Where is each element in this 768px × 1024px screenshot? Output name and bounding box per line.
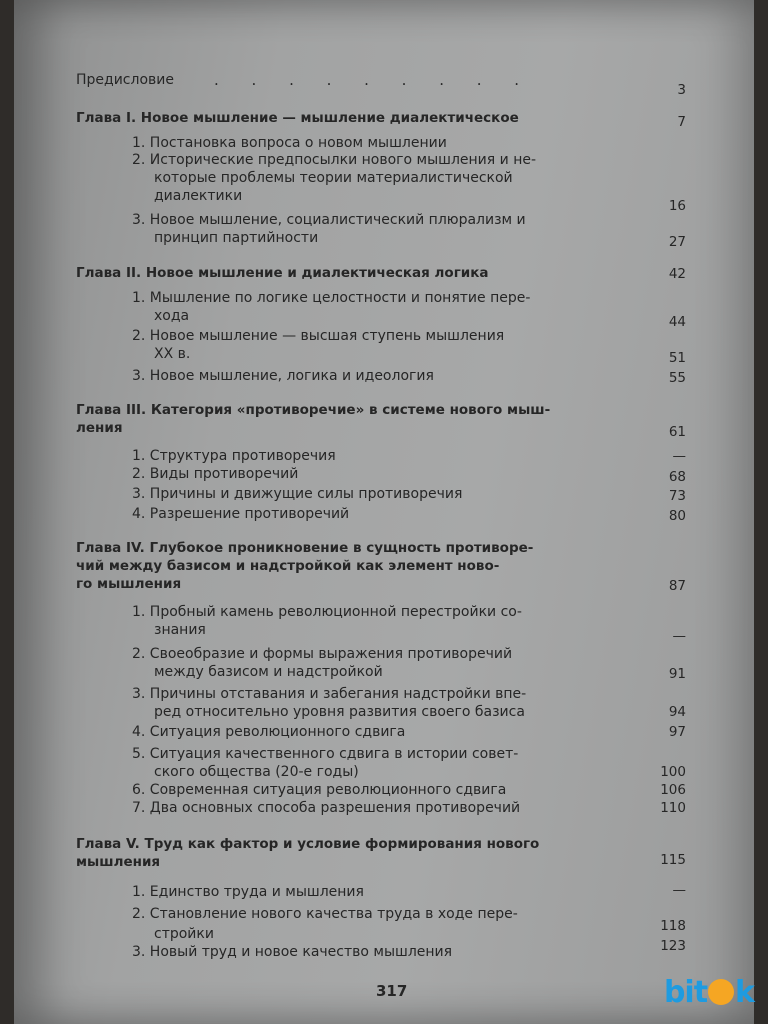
chapter-4-section-1-page: — <box>672 628 686 644</box>
chapter-4-page: 87 <box>668 578 686 594</box>
chapter-1-section-3-line-2: принцип партийности <box>154 230 319 246</box>
chapter-1-section-1: 1. Постановка вопроса о новом мышлении <box>132 135 447 151</box>
page-number: 317 <box>376 982 408 1000</box>
chapter-4-section-1-line-1: 1. Пробный камень революционной перестройки со- <box>132 604 522 620</box>
chapter-2-section-2-line-1: 2. Новое мышление — высшая ступень мышления <box>132 328 505 344</box>
hand-icon <box>708 979 734 1005</box>
chapter-4-section-1-line-2: знания <box>154 622 206 638</box>
chapter-2-section-3-page: 55 <box>668 370 686 386</box>
toc-preface-title: Предисловие <box>76 72 174 88</box>
chapter-5-section-1: 1. Единство труда и мышления <box>132 884 364 900</box>
chapter-4-section-5-line-2: ского общества (20-е годы) <box>154 764 359 780</box>
chapter-4-section-5-page: 100 <box>660 764 686 780</box>
chapter-2-section-1-page: 44 <box>668 314 686 330</box>
chapter-4-title-line-3: го мышления <box>76 576 182 592</box>
chapter-1-section-2-line-1: 2. Исторические предпосылки нового мышления и не- <box>132 152 537 168</box>
chapter-5-section-2-line-1: 2. Становление нового качества труда в ходе пере- <box>132 906 518 922</box>
chapter-1-page: 7 <box>677 114 686 130</box>
chapter-1-section-2-page: 16 <box>668 198 686 214</box>
chapter-4-section-6: 6. Современная ситуация революционного сдвига <box>132 782 507 798</box>
chapter-3-section-4: 4. Разрешение противоречий <box>132 506 350 522</box>
chapter-3-section-3-page: 73 <box>668 488 686 504</box>
chapter-5-section-3: 3. Новый труд и новое качество мышления <box>132 944 453 960</box>
chapter-4-section-3-page: 94 <box>668 704 686 720</box>
chapter-4-section-3-line-2: ред относительно уровня развития своего базиса <box>154 704 525 720</box>
chapter-5-section-2-line-2: стройки <box>154 926 214 942</box>
chapter-2-title: Глава II. Новое мышление и диалектическая логика <box>76 265 489 281</box>
chapter-3-section-1: 1. Структура противоречия <box>132 448 336 464</box>
chapter-5-title-line-1: Глава V. Труд как фактор и условие формирования нового <box>76 836 540 852</box>
chapter-4-section-2-page: 91 <box>668 666 686 682</box>
chapter-4-section-7: 7. Два основных способа разрешения противоречий <box>132 800 521 816</box>
chapter-2-section-3: 3. Новое мышление, логика и идеология <box>132 368 434 384</box>
chapter-3-section-1-page: — <box>672 448 686 464</box>
chapter-3-section-3: 3. Причины и движущие силы противоречия <box>132 486 463 502</box>
chapter-5-section-1-page: — <box>672 882 686 898</box>
chapter-4-section-4: 4. Ситуация революционного сдвига <box>132 724 406 740</box>
chapter-3-title-line-1: Глава III. Категория «противоречие» в системе нового мыш- <box>76 402 551 418</box>
chapter-1-title: Глава I. Новое мышление — мышление диалектическое <box>76 110 519 126</box>
chapter-4-section-3-line-1: 3. Причины отставания и забегания надстройки впе- <box>132 686 527 702</box>
chapter-4-section-5-line-1: 5. Ситуация качественного сдвига в истории совет- <box>132 746 519 762</box>
chapter-1-section-3-page: 27 <box>668 234 686 250</box>
chapter-3-section-2: 2. Виды противоречий <box>132 466 299 482</box>
chapter-2-section-1-line-1: 1. Мышление по логике целостности и понятие пере- <box>132 290 531 306</box>
toc-preface-page: 3 <box>677 82 686 98</box>
chapter-4-section-2-line-1: 2. Своеобразие и формы выражения противоречий <box>132 646 513 662</box>
watermark-text-left: bit <box>663 975 708 1010</box>
chapter-1-section-2-line-2: которые проблемы теории материалистической <box>154 170 513 186</box>
watermark-text-right: k <box>735 975 754 1010</box>
chapter-3-section-4-page: 80 <box>668 508 686 524</box>
chapter-3-page: 61 <box>668 424 686 440</box>
chapter-2-page: 42 <box>668 266 686 282</box>
chapter-4-title-line-1: Глава IV. Глубокое проникновение в сущность противоре- <box>76 540 534 556</box>
chapter-3-title-line-2: ления <box>76 420 123 436</box>
chapter-4-section-2-line-2: между базисом и надстройкой <box>154 664 383 680</box>
toc-leader: . . . . . . . . . <box>214 71 534 89</box>
chapter-5-section-3-page: 123 <box>660 938 686 954</box>
chapter-4-section-4-page: 97 <box>668 724 686 740</box>
chapter-4-title-line-2: чий между базисом и надстройкой как элемент ново- <box>76 558 500 574</box>
chapter-3-section-2-page: 68 <box>668 469 686 485</box>
chapter-5-title-line-2: мышления <box>76 854 161 870</box>
chapter-2-section-2-line-2: XX в. <box>154 346 191 362</box>
chapter-4-section-7-page: 110 <box>660 800 686 816</box>
chapter-4-section-6-page: 106 <box>660 782 686 798</box>
chapter-1-section-2-line-3: диалектики <box>154 188 243 204</box>
book-page <box>14 0 754 1024</box>
chapter-2-section-1-line-2: хода <box>154 308 190 324</box>
chapter-5-section-2-page: 118 <box>660 918 686 934</box>
chapter-5-page: 115 <box>660 852 686 868</box>
watermark-logo <box>664 975 754 1010</box>
chapter-2-section-2-page: 51 <box>668 350 686 366</box>
chapter-1-section-3-line-1: 3. Новое мышление, социалистический плюрализм и <box>132 212 526 228</box>
